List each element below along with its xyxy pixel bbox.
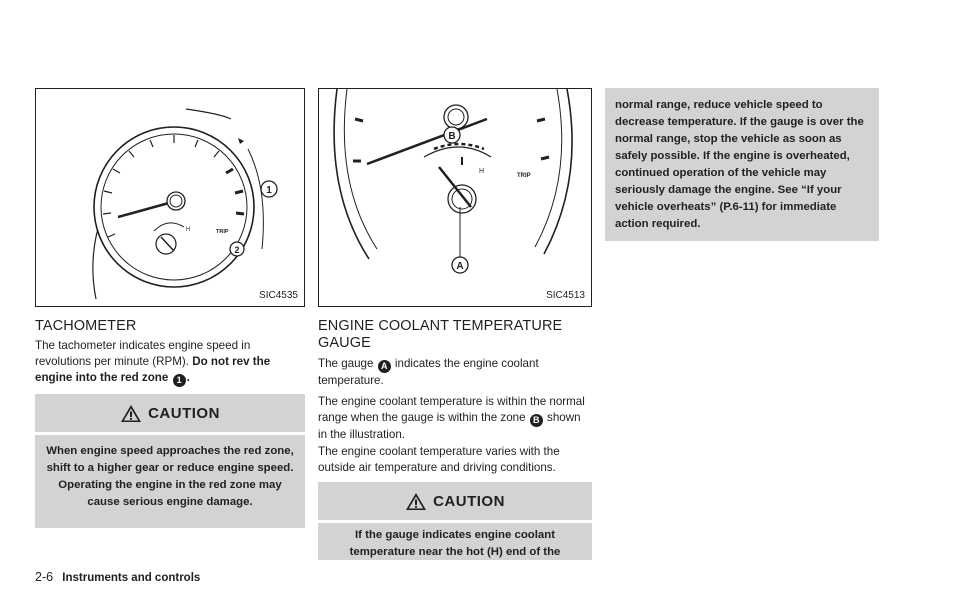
caution-title: CAUTION <box>35 394 305 432</box>
coolant-paragraph-3: The engine coolant temperature varies with the outside air temperature and driving conditions. <box>318 445 560 474</box>
callout-1: 1 <box>266 185 272 196</box>
red-zone-warning: Do not rev the engine into the red zone <box>35 355 271 384</box>
section-heading-coolant: ENGINE COOLANT TEMPERATURE GAUGE <box>318 318 563 351</box>
caution-title: CAUTION <box>318 482 592 520</box>
page-footer <box>35 570 200 584</box>
column-right <box>605 0 879 611</box>
callout-b: B <box>448 131 456 142</box>
warning-triangle-icon <box>120 404 142 423</box>
tachometer-illustration <box>36 89 305 307</box>
column-left <box>35 0 305 611</box>
callout-badge-1: 1 <box>173 374 186 387</box>
callout-2: 2 <box>234 245 240 255</box>
callout-badge-a: A <box>378 360 391 373</box>
caution-text: When engine speed approaches the red zone, shift to a higher gear or reduce engine speed. Operating the engine in the red zone may cause serious engine damage. <box>46 445 294 508</box>
page-number: 2-6 <box>35 570 54 584</box>
warning-end: . <box>186 371 190 384</box>
tachometer-description <box>35 338 305 387</box>
section-heading-tachometer: TACHOMETER <box>35 318 137 334</box>
figure-code: SIC4535 <box>259 290 298 301</box>
hot-label: H <box>479 168 485 175</box>
trip-label: TRIP <box>216 229 229 235</box>
coolant-paragraph-2: The engine coolant temperature is within the normal range when the gauge is within the zone B shown in the illustration. <box>318 395 585 441</box>
trip-label: TRIP <box>517 173 531 179</box>
figure-code: SIC4513 <box>546 290 585 301</box>
caution-text: If the gauge indicates engine coolant temperature near the hot (H) end of the <box>349 529 561 558</box>
coolant-paragraph-1: The gauge A indicates the engine coolant temperature. <box>318 357 539 387</box>
section-title: Instruments and controls <box>62 572 201 584</box>
hot-label: H <box>186 227 191 233</box>
coolant-gauge-figure <box>318 88 592 307</box>
callout-badge-b: B <box>530 414 543 427</box>
tachometer-figure <box>35 88 305 307</box>
warning-triangle-icon <box>405 492 427 511</box>
coolant-gauge-illustration <box>319 89 592 307</box>
caution-box-coolant <box>318 482 592 560</box>
caution-box-tachometer <box>35 394 305 528</box>
intro-text: The tachometer indicates engine speed in revolutions per minute (RPM). <box>35 339 251 368</box>
callout-a: A <box>456 261 464 272</box>
column-middle <box>318 0 592 611</box>
caution-continued-box: normal range, reduce vehicle speed to decrease temperature. If the gauge is over the normal range, stop the vehicle as soon as safely possible. If the engine is overheated, continued operation of the vehicle may seriously damage the engine. See “If your vehicle overheats” (P.6-11) for immediate action required. <box>605 88 879 241</box>
